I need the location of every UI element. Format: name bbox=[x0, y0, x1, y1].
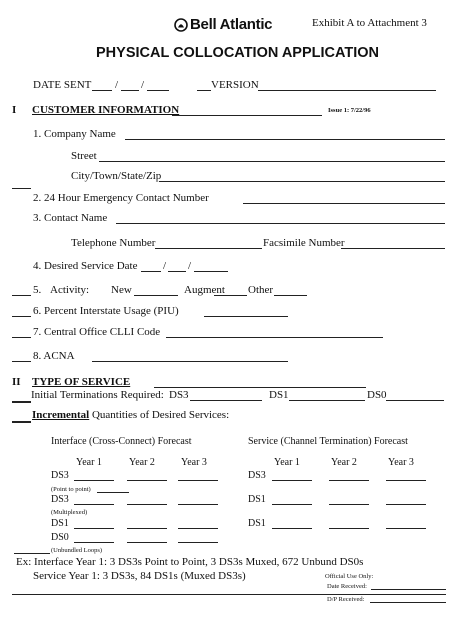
initial-ds0-field[interactable] bbox=[386, 400, 444, 401]
example-line-1: Ex: Interface Year 1: 3 DS3s Point to Point, 3 DS3s Muxed, 672 Unbund DS0s bbox=[16, 556, 364, 568]
service-ds1-b-label: DS1 bbox=[248, 518, 266, 529]
service-year1-label: Year 1 bbox=[274, 457, 300, 468]
date-received-field[interactable] bbox=[371, 589, 446, 590]
piu-label: 6. Percent Interstate Usage (PIU) bbox=[33, 305, 179, 317]
interface-ds0-y1-field[interactable] bbox=[74, 542, 114, 543]
dp-received-field[interactable] bbox=[370, 602, 446, 603]
interface-ds0-y3-field[interactable] bbox=[178, 542, 218, 543]
item-8-check-field[interactable] bbox=[12, 361, 31, 362]
example-line-2: Service Year 1: 3 DS3s, 84 DS1s (Muxed DS3s) bbox=[33, 570, 246, 582]
form-bottom-rule bbox=[12, 594, 446, 595]
city-label: City/Town/State/Zip bbox=[71, 170, 162, 182]
date-sent-year-field[interactable] bbox=[147, 90, 169, 91]
exhibit-label: Exhibit A to Attachment 3 bbox=[312, 17, 427, 29]
company-name-field[interactable] bbox=[125, 139, 445, 140]
item-6-check-field[interactable] bbox=[12, 316, 31, 317]
unbundled-field[interactable] bbox=[14, 553, 50, 554]
contact-name-label: 3. Contact Name bbox=[33, 212, 108, 224]
interface-year3-label: Year 3 bbox=[181, 457, 207, 468]
issue-label: Issue 1: 7/22/96 bbox=[328, 107, 371, 114]
incremental-rest: Quantities of Desired Services: bbox=[89, 409, 230, 421]
initial-ds3-label: DS3 bbox=[169, 389, 189, 401]
section-1-heading: CUSTOMER INFORMATION bbox=[32, 104, 180, 116]
piu-field[interactable] bbox=[204, 316, 288, 317]
initial-ds1-label: DS1 bbox=[269, 389, 289, 401]
acna-field[interactable] bbox=[92, 361, 288, 362]
version-prefix-field[interactable] bbox=[197, 90, 211, 91]
activity-new-field[interactable] bbox=[134, 295, 178, 296]
section-2-numeral: II bbox=[12, 376, 21, 388]
desired-date-month-field[interactable] bbox=[141, 271, 161, 272]
acna-label: 8. ACNA bbox=[33, 350, 75, 362]
service-ds1-b-y1-field[interactable] bbox=[272, 528, 312, 529]
clli-label: 7. Central Office CLLI Code bbox=[33, 326, 161, 338]
official-use-label: Official Use Only: bbox=[325, 573, 374, 580]
initial-terms-check-field[interactable] bbox=[12, 401, 31, 403]
contact-name-field[interactable] bbox=[116, 223, 445, 224]
contact-24h-field[interactable] bbox=[243, 203, 445, 204]
section-2-heading: TYPE OF SERVICE bbox=[32, 376, 131, 388]
desired-date-sep-2: / bbox=[188, 260, 192, 272]
service-ds3-y1-field[interactable] bbox=[272, 480, 312, 481]
unbundled-note: (Unbundled Loops) bbox=[51, 547, 103, 554]
service-ds3-y2-field[interactable] bbox=[329, 480, 369, 481]
service-ds1-b-y3-field[interactable] bbox=[386, 528, 426, 529]
activity-label: Activity: bbox=[50, 284, 90, 296]
activity-augment-field[interactable] bbox=[214, 295, 247, 296]
incremental-check-field[interactable] bbox=[12, 421, 31, 423]
point-to-point-note: (Point to point) bbox=[51, 486, 91, 493]
service-ds1-label: DS1 bbox=[248, 494, 266, 505]
desired-date-day-field[interactable] bbox=[168, 271, 186, 272]
dp-received-label: D/P Received: bbox=[327, 596, 365, 603]
initial-ds3-field[interactable] bbox=[190, 400, 262, 401]
activity-other-label: Other bbox=[248, 284, 274, 296]
interface-ds1-y1-field[interactable] bbox=[74, 528, 114, 529]
activity-augment-label: Augment bbox=[184, 284, 225, 296]
service-year3-label: Year 3 bbox=[388, 457, 414, 468]
interface-ds0-y2-field[interactable] bbox=[127, 542, 167, 543]
telephone-label: Telephone Number bbox=[71, 237, 156, 249]
interface-year2-label: Year 2 bbox=[129, 457, 155, 468]
desired-date-sep-1: / bbox=[163, 260, 167, 272]
interface-ds3-p2p-label: DS3 bbox=[51, 470, 69, 481]
section-2-rule bbox=[154, 387, 366, 388]
interface-ds1-label: DS1 bbox=[51, 518, 69, 529]
facsimile-label: Facsimile Number bbox=[263, 237, 345, 249]
company-logo bbox=[174, 16, 272, 33]
service-ds1-y3-field[interactable] bbox=[386, 504, 426, 505]
multiplexed-note: (Multiplexed) bbox=[51, 509, 88, 516]
interface-ds3-mux-y3-field[interactable] bbox=[178, 504, 218, 505]
item-2-check-field[interactable] bbox=[12, 188, 31, 189]
page-title: PHYSICAL COLLOCATION APPLICATION bbox=[96, 45, 380, 61]
service-ds1-y2-field[interactable] bbox=[329, 504, 369, 505]
date-sep-2: / bbox=[141, 79, 145, 91]
service-ds1-b-y2-field[interactable] bbox=[329, 528, 369, 529]
interface-ds3-mux-y2-field[interactable] bbox=[127, 504, 167, 505]
interface-heading: Interface (Cross-Connect) Forecast bbox=[51, 436, 192, 447]
date-sent-month-field[interactable] bbox=[92, 90, 112, 91]
version-label: VERSION bbox=[211, 79, 259, 91]
incremental-bold: Incremental bbox=[32, 409, 90, 421]
activity-new-label: New bbox=[111, 284, 132, 296]
interface-ds1-y2-field[interactable] bbox=[127, 528, 167, 529]
contact-24h-label: 2. 24 Hour Emergency Contact Number bbox=[33, 192, 209, 204]
telephone-field[interactable] bbox=[155, 248, 262, 249]
initial-ds0-label: DS0 bbox=[367, 389, 387, 401]
street-field[interactable] bbox=[99, 161, 445, 162]
interface-year1-label: Year 1 bbox=[76, 457, 102, 468]
service-year2-label: Year 2 bbox=[331, 457, 357, 468]
city-field[interactable] bbox=[159, 181, 445, 182]
facsimile-field[interactable] bbox=[341, 248, 445, 249]
street-label: Street bbox=[71, 150, 97, 162]
interface-ds3-mux-label: DS3 bbox=[51, 494, 69, 505]
service-ds3-y3-field[interactable] bbox=[386, 480, 426, 481]
logo-text: Bell Atlantic bbox=[190, 16, 273, 33]
item-5-check-field[interactable] bbox=[12, 295, 31, 296]
point-to-point-field[interactable] bbox=[97, 492, 129, 493]
activity-number: 5. bbox=[33, 284, 42, 296]
initial-terms-label: Initial Terminations Required: bbox=[31, 389, 164, 401]
interface-ds3-p2p-y2-field[interactable] bbox=[127, 480, 167, 481]
interface-ds1-y3-field[interactable] bbox=[178, 528, 218, 529]
date-sent-day-field[interactable] bbox=[121, 90, 139, 91]
desired-date-label: 4. Desired Service Date bbox=[33, 260, 138, 272]
service-heading: Service (Channel Termination) Forecast bbox=[248, 436, 408, 447]
date-sent-label: DATE SENT bbox=[33, 79, 92, 91]
version-field[interactable] bbox=[258, 90, 436, 91]
date-received-label: Date Received: bbox=[327, 583, 367, 590]
item-7-check-field[interactable] bbox=[12, 337, 31, 338]
company-name-label: 1. Company Name bbox=[33, 128, 116, 140]
service-ds3-label: DS3 bbox=[248, 470, 266, 481]
interface-ds3-p2p-y3-field[interactable] bbox=[178, 480, 218, 481]
interface-ds3-mux-y1-field[interactable] bbox=[74, 504, 114, 505]
interface-ds3-p2p-y1-field[interactable] bbox=[74, 480, 114, 481]
section-1-numeral: I bbox=[12, 104, 17, 116]
incremental-label bbox=[32, 409, 229, 421]
initial-ds1-field[interactable] bbox=[289, 400, 365, 401]
desired-date-year-field[interactable] bbox=[194, 271, 228, 272]
date-sep-1: / bbox=[115, 79, 119, 91]
section-1-rule bbox=[172, 115, 322, 116]
interface-ds0-label: DS0 bbox=[51, 532, 69, 543]
clli-field[interactable] bbox=[166, 337, 383, 338]
bell-logo-icon bbox=[174, 18, 188, 32]
activity-other-field[interactable] bbox=[274, 295, 307, 296]
service-ds1-y1-field[interactable] bbox=[272, 504, 312, 505]
